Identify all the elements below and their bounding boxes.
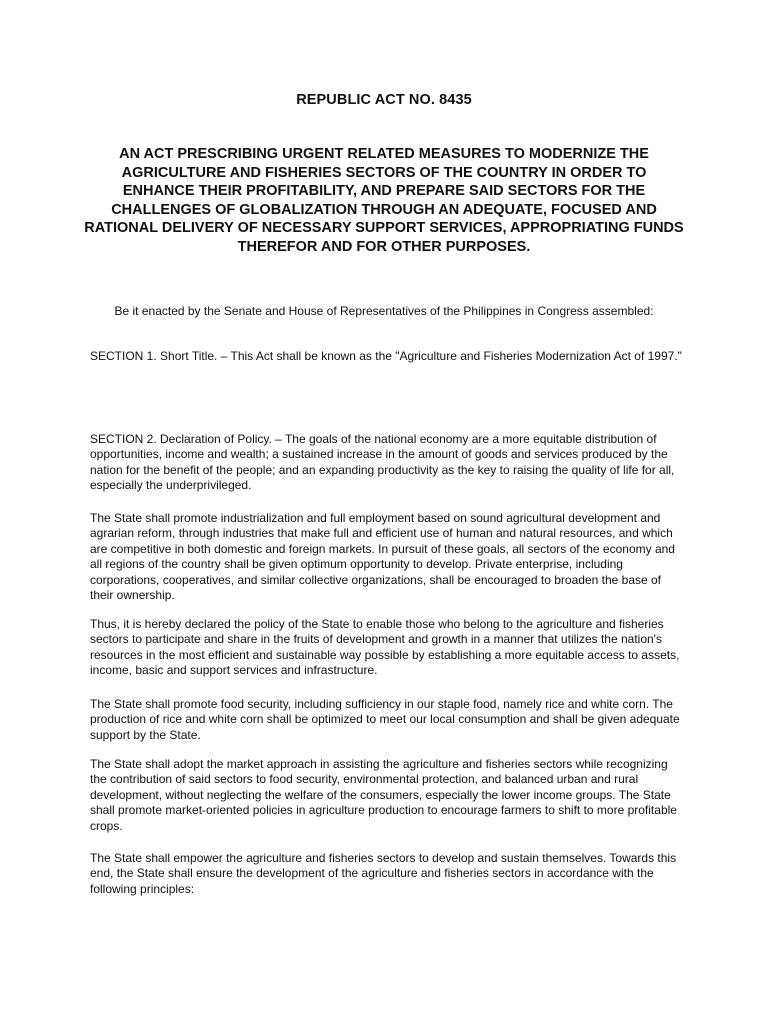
policy-paragraph-empowerment: The State shall empower the agriculture and fisheries sectors to develop and sustain themselves. Towards this end, the State shall ensure the development of the agriculture and fisheries sectors in accordance with the following principles:: [90, 851, 677, 896]
policy-paragraph-industrialization: The State shall promote industrialization and full employment based on sound agricultural development and agrarian reform, through industries that make full and efficient use of human and natural resources, and which are competitive in both domestic and foreign markets. In pursuit of these goals, all sectors of the economy and all regions of the country shall be given optimum opportunity to develop. Private enterprise, including corporations, cooperatives, and similar collective organizations, shall be encouraged to broaden the base of their ownership.: [90, 511, 675, 603]
policy-paragraph-market-approach: The State shall adopt the market approach in assisting the agriculture and fisheries sectors while recognizing the contribution of said sectors to food security, environmental protection, and balanced urban and rural development, without neglecting the welfare of the consumers, especially the lower income groups. The State shall promote market-oriented policies in agriculture production to encourage farmers to shift to more profitable crops.: [90, 757, 677, 833]
policy-paragraph-declared-policy: Thus, it is hereby declared the policy of the State to enable those who belong to the agriculture and fisheries sectors to participate and share in the fruits of development and growth in a manner that utilizes the nation's resources in the most efficient and sustainable way possible by establishing a more equitable access to assets, income, basic and support services and infrastructure.: [90, 617, 680, 678]
section-1-short-title: SECTION 1. Short Title. – This Act shall be known as the "Agriculture and Fisheries Modernization Act of 1997.": [90, 349, 682, 363]
section-2-declaration-of-policy: SECTION 2. Declaration of Policy. – The goals of the national economy are a more equitable distribution of opportunities, income and wealth; a sustained increase in the amount of goods and services produced by the nation for the benefit of the people; and an expanding productivity as the key to raising the quality of life for all, especially the underprivileged.: [90, 432, 675, 493]
act-number-heading: REPUBLIC ACT NO. 8435: [296, 92, 472, 108]
enacting-clause: Be it enacted by the Senate and House of Representatives of the Philippines in Congress assembled:: [114, 304, 654, 318]
act-title-heading: AN ACT PRESCRIBING URGENT RELATED MEASURES TO MODERNIZE THE AGRICULTURE AND FISHERIES SECTORS OF THE COUNTRY IN ORDER TO ENHANCE THEIR PROFITABILITY, AND PREPARE SAID SECTORS FOR THE CHALLENGES OF GLOBALIZATION THROUGH AN ADEQUATE, FOCUSED AND RATIONAL DELIVERY OF NECESSARY SUPPORT SERVICES, APPROPRIATING FUNDS THEREFOR AND FOR OTHER PURPOSES.: [84, 146, 684, 255]
policy-paragraph-food-security: The State shall promote food security, including sufficiency in our staple food, namely rice and white corn. The production of rice and white corn shall be optimized to meet our local consumption and shall be given adequate support by the State.: [90, 697, 680, 742]
